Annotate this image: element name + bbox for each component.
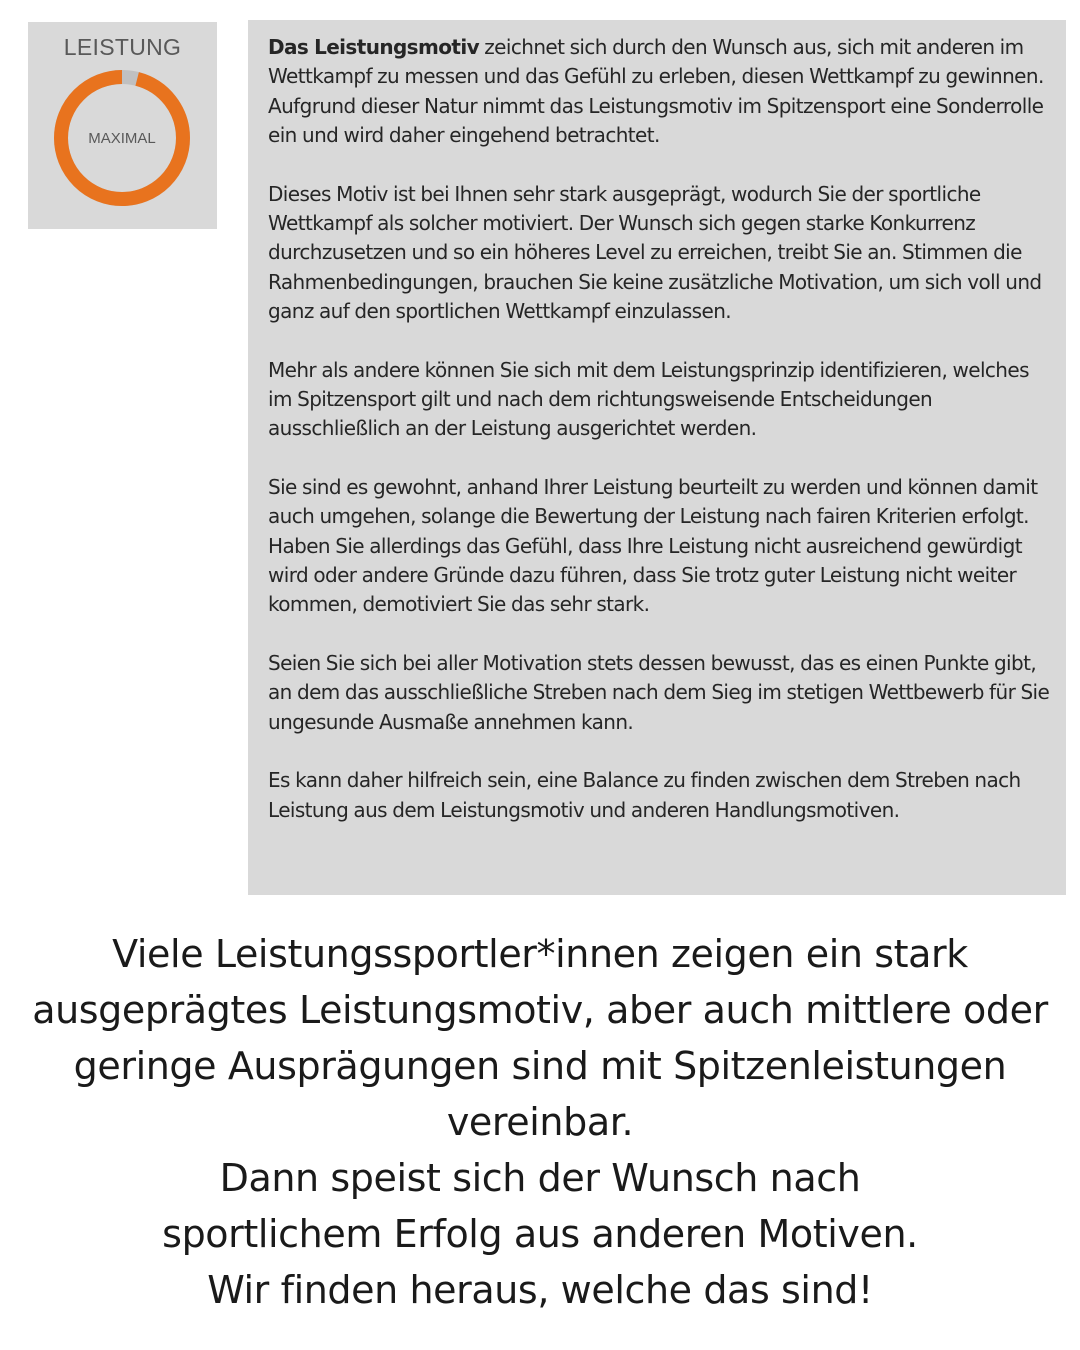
paragraph-5: Seien Sie sich bei aller Motivation stets dessen bewusst, das es einen Punkte gibt, an dem das ausschließliche Streben nach dem Sieg im stetigen Wettbewerb für Sie ungesunde Ausmaße annehmen kann. <box>268 651 1050 734</box>
caption-line: Wir finden heraus, welche das sind! <box>207 1268 873 1312</box>
score-card <box>28 22 217 229</box>
caption-text <box>0 926 1080 1318</box>
paragraph-4: Sie sind es gewohnt, anhand Ihrer Leistung beurteilt zu werden und können damit auch umgehen, solange die Bewertung der Leistung nach fairen Kriterien erfolgt. Haben Sie allerdings das Gefühl, dass Ihre Leistung nicht ausreichend gewürdigt wird oder andere Gründe dazu führen, dass Sie trotz guter Leistung nicht weiter kommen, demotiviert Sie das sehr stark. <box>268 475 1038 617</box>
caption-line: vereinbar. <box>446 1100 634 1144</box>
paragraph-6: Es kann daher hilfreich sein, eine Balance zu finden zwischen dem Streben nach Leistung aus dem Leistungsmotiv und anderen Handlungsmotiven. <box>268 768 1021 822</box>
score-title: LEISTUNG <box>63 34 182 60</box>
caption-line: sportlichem Erfolg aus anderen Motiven. <box>162 1212 918 1256</box>
caption-line: geringe Ausprägungen sind mit Spitzenleistungen <box>73 1044 1007 1088</box>
paragraph-intro <box>268 33 1052 150</box>
paragraph-intro-text: zeichnet sich durch den Wunsch aus, sich mit anderen im Wettkampf zu messen und das Gefühl zu erleben, diesen Wettkampf zu gewinnen. Aufgrund dieser Natur nimmt das Leistungsmotiv im Spitzensport eine Sonderrolle ein und wird daher eingehend betrachtet. <box>268 35 1044 147</box>
paragraph-3: Mehr als andere können Sie sich mit dem Leistungsprinzip identifizieren, welches im Spitzensport gilt und nach dem richtungsweisende Entscheidungen ausschließlich an der Leistung ausgerichtet werden. <box>268 357 1029 441</box>
caption-line: Dann speist sich der Wunsch nach <box>219 1156 861 1200</box>
paragraph-2: Dieses Motiv ist bei Ihnen sehr stark ausgeprägt, wodurch Sie der sportliche Wettkampf als solcher motiviert. Der Wunsch sich gegen starke Konkurrenz durchzusetzen und so ein höheres Level zu erreichen, treibt Sie an. Stimmen die Rahmenbedingungen, brauchen Sie keine zusätzliche Motivation, um sich voll und ganz auf den sportlichen Wettkampf einzulassen. <box>268 181 1042 323</box>
description-panel <box>248 20 1066 895</box>
caption-line: ausgeprägtes Leistungsmotiv, aber auch mittlere oder <box>32 988 1048 1032</box>
progress-ring <box>53 69 191 207</box>
caption-line: Viele Leistungssportler*innen zeigen ein stark <box>112 932 968 976</box>
level-label: MAXIMAL <box>88 129 156 147</box>
motive-name: Das Leistungsmotiv <box>268 35 480 59</box>
